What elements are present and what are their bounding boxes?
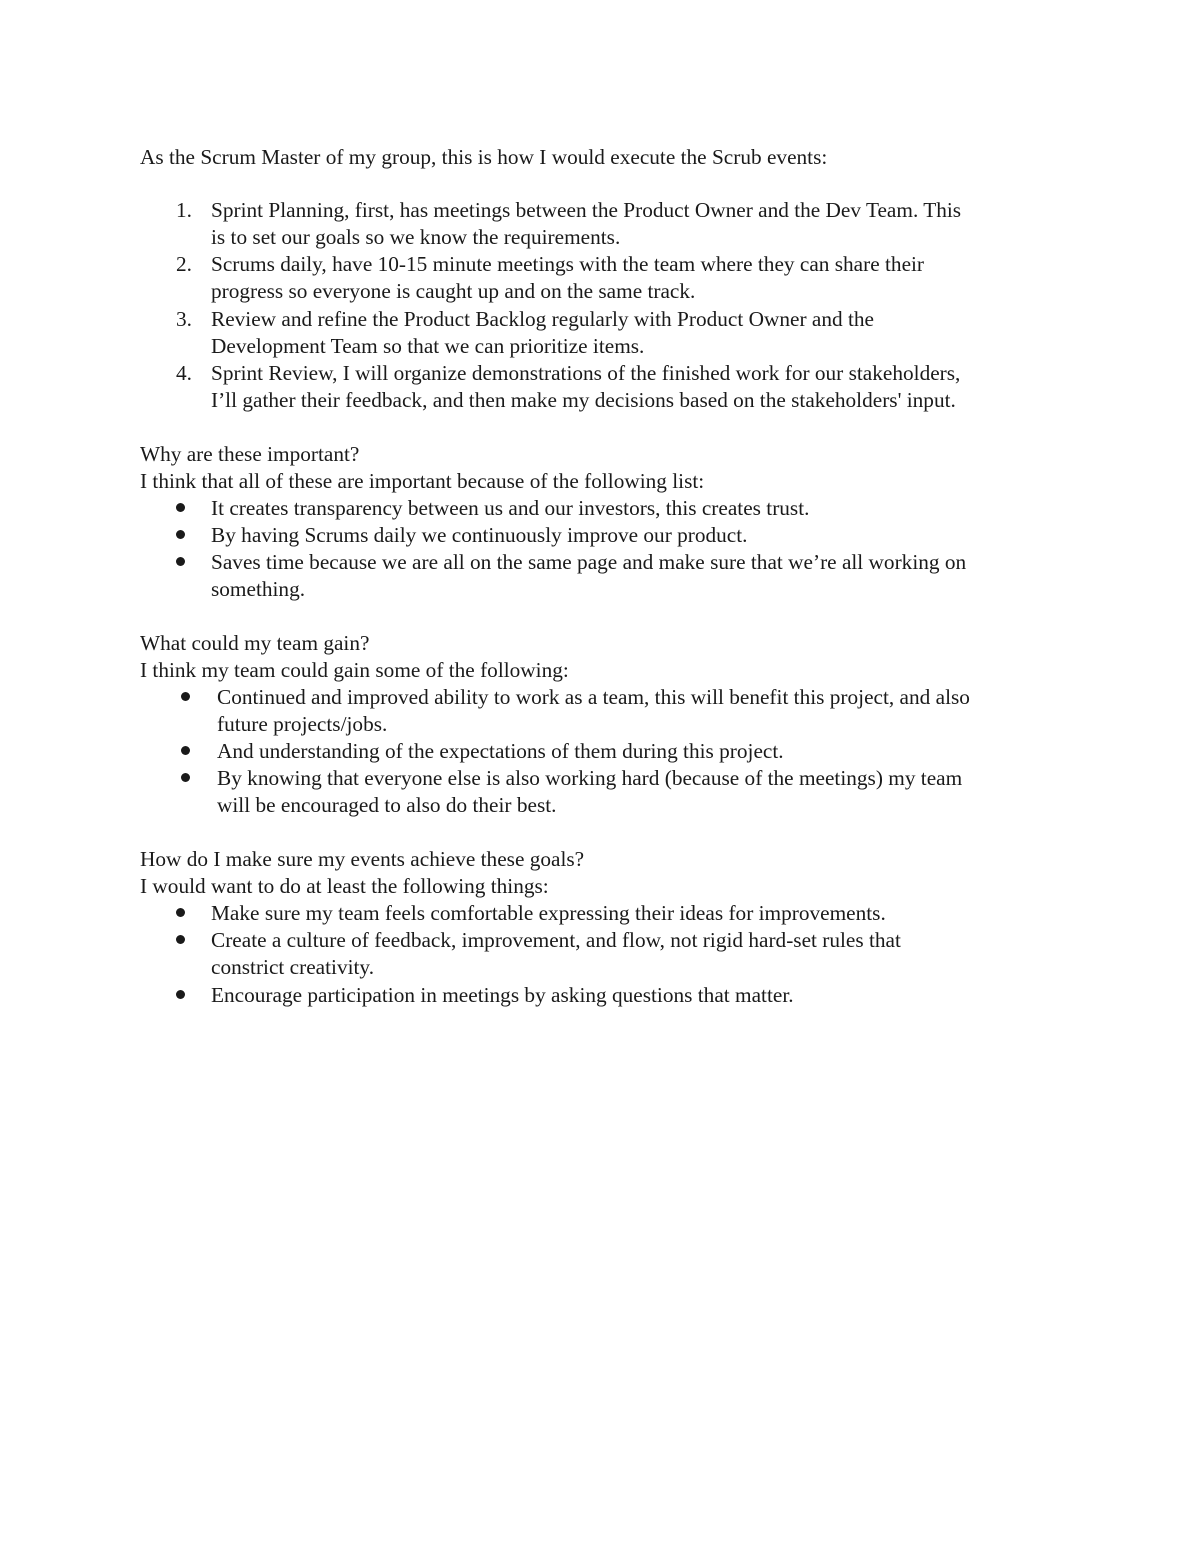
bullet-icon <box>181 692 190 701</box>
bullet-item-line: will be encouraged to also do their best. <box>217 793 557 817</box>
bullet-icon <box>176 557 185 566</box>
list-item-line: Scrums daily, have 10-15 minute meetings with the team where they can share their <box>211 252 925 276</box>
list-item-line: progress so everyone is caught up and on the same track. <box>211 279 696 303</box>
bullet-item-line: And understanding of the expectations of them during this project. <box>217 739 784 763</box>
bullet-item-line: Continued and improved ability to work as a team, this will benefit this project, and also <box>217 685 970 709</box>
list-item-number: 3. <box>176 307 192 331</box>
section-question: What could my team gain? <box>140 631 370 655</box>
list-item-number: 1. <box>176 198 192 222</box>
intro-text: As the Scrum Master of my group, this is how I would execute the Scrub events: <box>140 145 828 169</box>
bullet-item-line: Encourage participation in meetings by asking questions that matter. <box>211 983 794 1007</box>
bullet-item-line: Create a culture of feedback, improvement, and flow, not rigid hard-set rules that <box>211 928 901 952</box>
bullet-icon <box>176 503 185 512</box>
bullet-icon <box>176 908 185 917</box>
bullet-icon <box>176 935 185 944</box>
bullet-icon <box>181 773 190 782</box>
bullet-item-line: It creates transparency between us and our investors, this creates trust. <box>211 496 810 520</box>
list-item-line: Sprint Review, I will organize demonstrations of the finished work for our stakeholders, <box>211 361 961 385</box>
list-item-number: 2. <box>176 252 192 276</box>
list-item-line: I’ll gather their feedback, and then make my decisions based on the stakeholders' input. <box>211 388 956 412</box>
section-lead: I would want to do at least the following things: <box>140 874 549 898</box>
bullet-item-line: Saves time because we are all on the same page and make sure that we’re all working on <box>211 550 967 574</box>
bullet-item-line: By having Scrums daily we continuously improve our product. <box>211 523 748 547</box>
list-item-line: is to set our goals so we know the requirements. <box>211 225 621 249</box>
section-question: How do I make sure my events achieve these goals? <box>140 847 585 871</box>
list-item-line: Review and refine the Product Backlog regularly with Product Owner and the <box>211 307 874 331</box>
list-item-line: Development Team so that we can prioritize items. <box>211 334 645 358</box>
list-item-line: Sprint Planning, first, has meetings between the Product Owner and the Dev Team. This <box>211 198 962 222</box>
bullet-item-line: something. <box>211 577 306 601</box>
bullet-item-line: By knowing that everyone else is also working hard (because of the meetings) my team <box>217 766 963 790</box>
list-item-number: 4. <box>176 361 192 385</box>
bullet-icon <box>181 746 190 755</box>
bullet-item-line: future projects/jobs. <box>217 712 388 736</box>
bullet-item-line: Make sure my team feels comfortable expressing their ideas for improvements. <box>211 901 886 925</box>
section-lead: I think that all of these are important because of the following list: <box>140 469 705 493</box>
section-question: Why are these important? <box>140 442 360 466</box>
bullet-icon <box>176 530 185 539</box>
bullet-icon <box>176 990 185 999</box>
bullet-item-line: constrict creativity. <box>211 955 375 979</box>
section-lead: I think my team could gain some of the following: <box>140 658 569 682</box>
